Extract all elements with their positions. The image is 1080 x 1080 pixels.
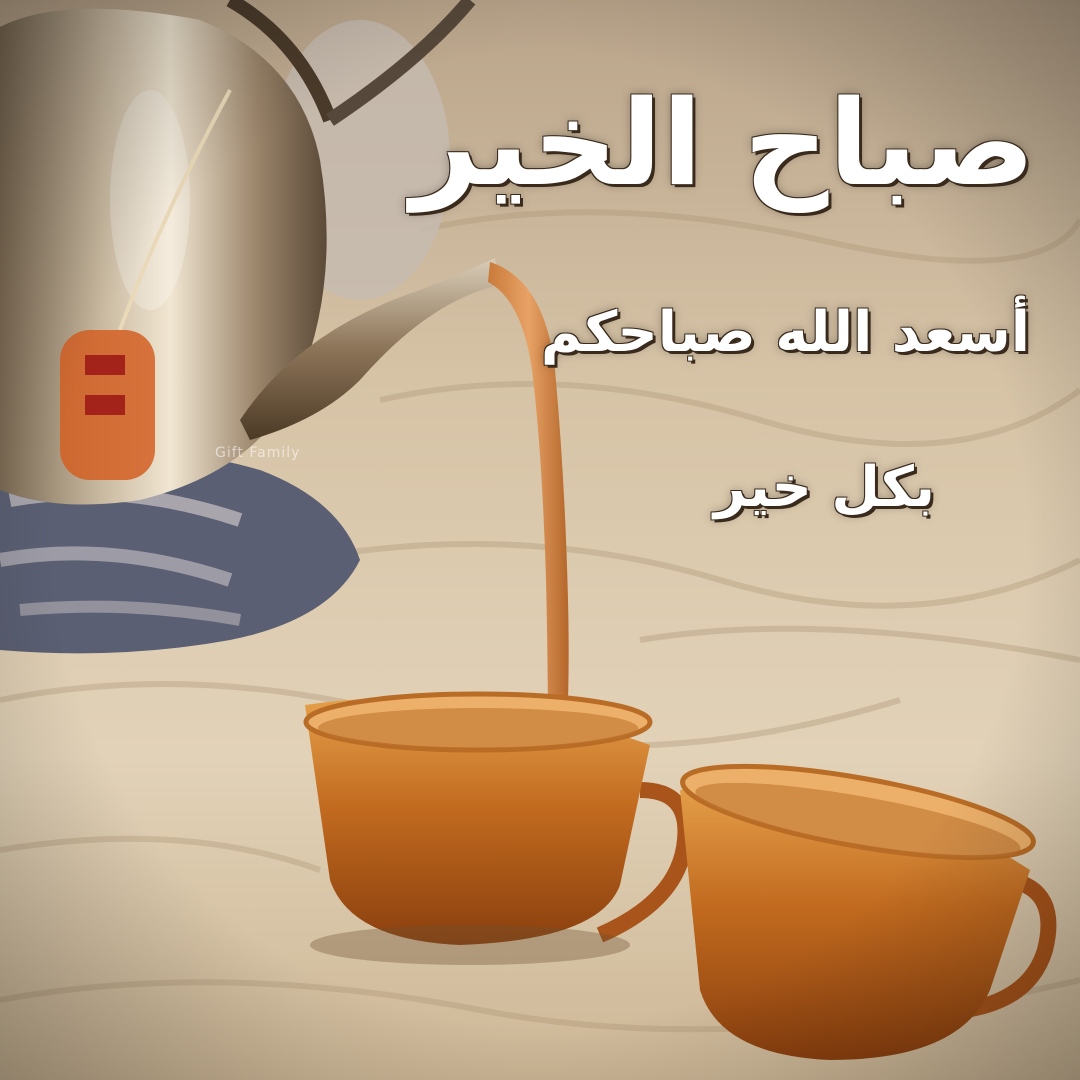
greeting-line-1: أسعد الله صباحكم [540, 300, 1030, 365]
greeting-title: صباح الخير [411, 74, 1035, 212]
greeting-line-2: بكل خير [713, 455, 935, 520]
watermark: Gift Family [215, 445, 301, 461]
